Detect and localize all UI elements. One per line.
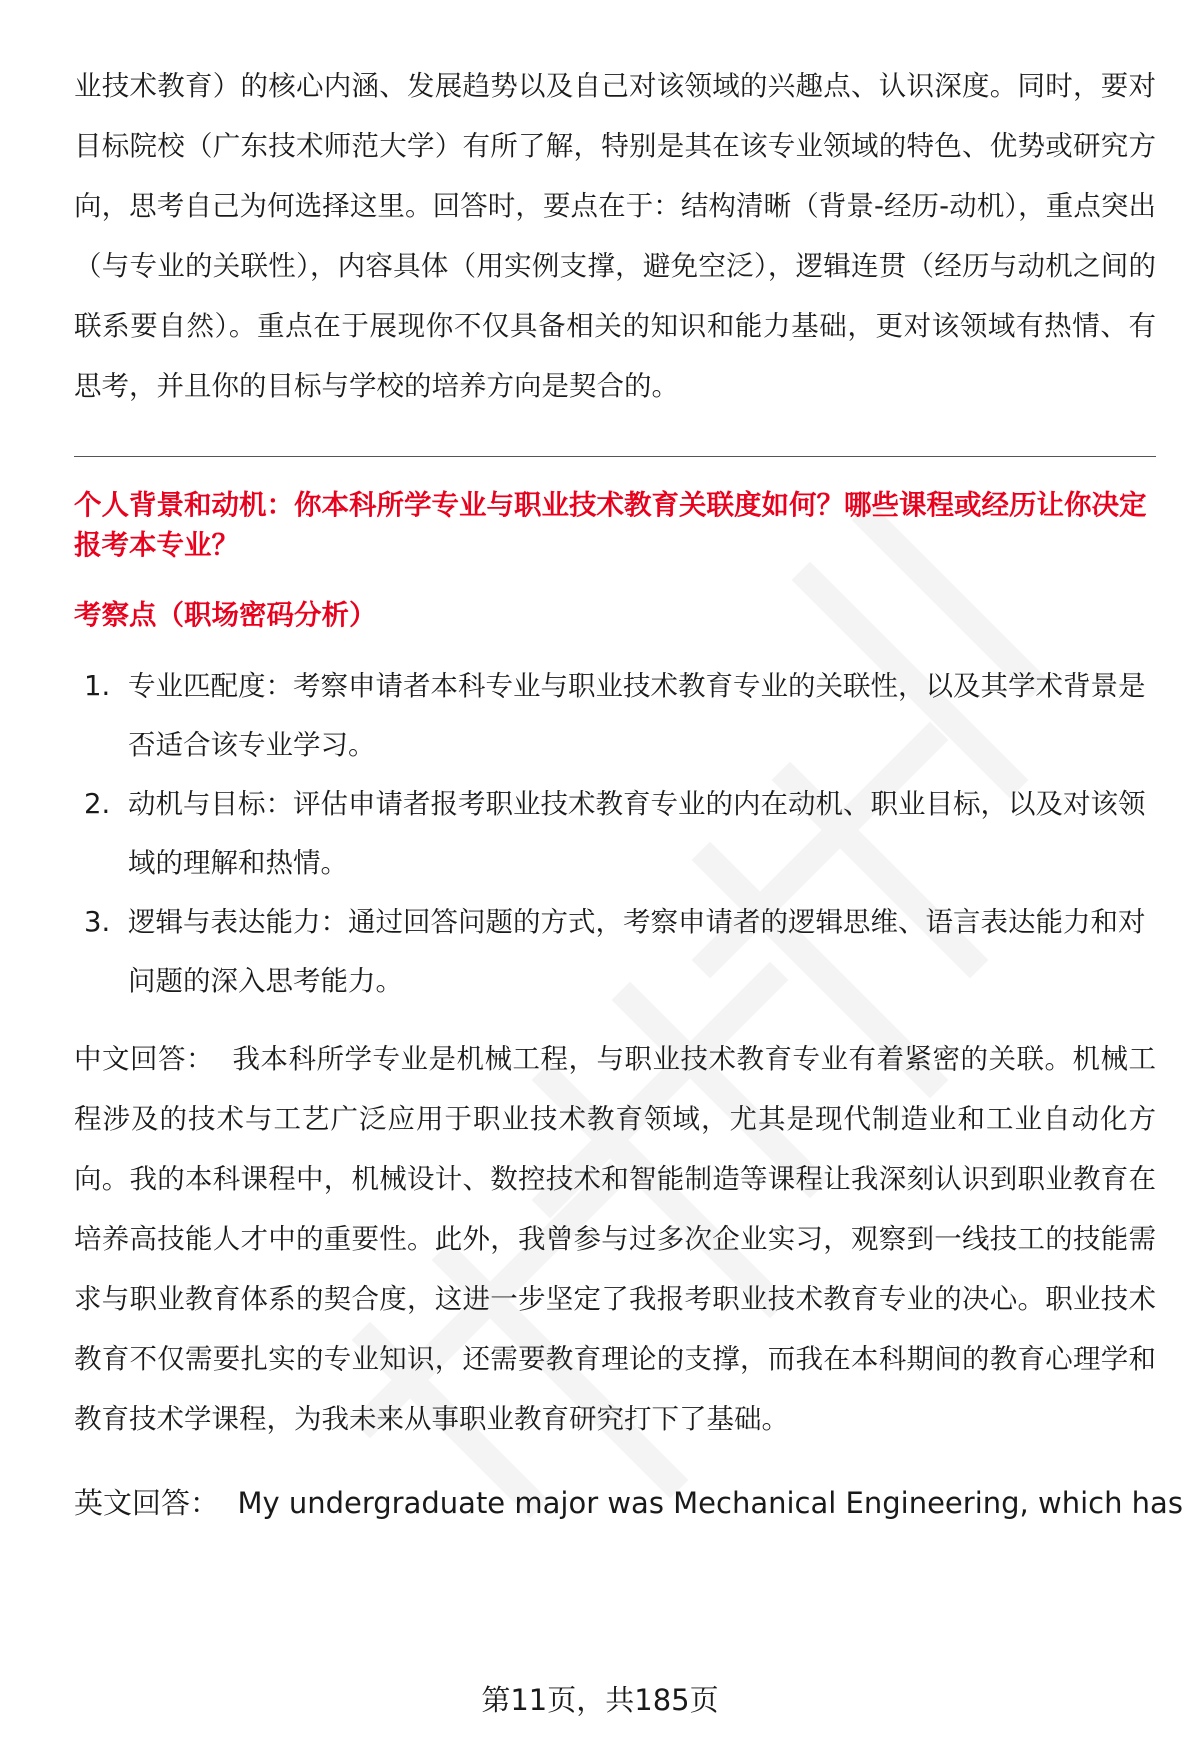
answer-chinese-label: 中文回答： xyxy=(74,1043,215,1075)
answer-english xyxy=(74,1473,1183,1533)
page-content xyxy=(74,56,1183,1533)
points-list xyxy=(74,657,1156,1011)
list-item-text: 逻辑与表达能力：通过回答问题的方式，考察申请者的逻辑思维、语言表达能力和对问题的深入思考能力。 xyxy=(128,906,1146,997)
page-number-footer: 第11页，共185页 xyxy=(481,1683,719,1717)
list-item-number: 2. xyxy=(84,788,111,820)
answer-chinese xyxy=(74,1029,1156,1449)
answer-english-label: 英文回答： xyxy=(74,1486,220,1520)
question-heading: 个人背景和动机：你本科所学专业与职业技术教育关联度如何？哪些课程或经历让你决定报考本专业？ xyxy=(74,489,1147,561)
answer-chinese-text: 我本科所学专业是机械工程，与职业技术教育专业有着紧密的关联。机械工程涉及的技术与工艺广泛应用于职业技术教育领域，尤其是现代制造业和工业自动化方向。我的本科课程中，机械设计、数控技术和智能制造等课程让我深刻认识到职业教育在培养高技能人才中的重要性。此外，我曾参与过多次企业实习，观察到一线技工的技能需求与职业教育体系的契合度，这进一步坚定了我报考职业技术教育专业的决心。职业技术教育不仅需要扎实的专业知识，还需要教育理论的支撑，而我在本科期间的教育心理学和教育技术学课程，为我未来从事职业教育研究打下了基础。 xyxy=(74,1043,1157,1435)
intro-paragraph: 业技术教育）的核心内涵、发展趋势以及自己对该领域的兴趣点、认识深度。同时，要对目标院校（广东技术师范大学）有所了解，特别是其在该专业领域的特色、优势或研究方向，思考自己为何选择这里。回答时，要点在于：结构清晰（背景-经历-动机），重点突出（与专业的关联性），内容具体（用实例支撑，避免空泛），逻辑连贯（经历与动机之间的联系要自然）。重点在于展现你不仅具备相关的知识和能力基础，更对该领域有热情、有思考，并且你的目标与学校的培养方向是契合的。 xyxy=(74,70,1156,402)
points-title: 考察点（职场密码分析） xyxy=(74,599,377,631)
list-item xyxy=(74,893,1156,1011)
list-item-text: 动机与目标：评估申请者报考职业技术教育专业的内在动机、职业目标，以及对该领域的理解和热情。 xyxy=(128,788,1146,879)
list-item-number: 3. xyxy=(84,906,111,938)
list-item xyxy=(74,775,1156,893)
section-divider xyxy=(74,456,1156,457)
list-item-number: 1. xyxy=(84,670,111,702)
list-item-text: 专业匹配度：考察申请者本科专业与职业技术教育专业的关联性，以及其学术背景是否适合该专业学习。 xyxy=(128,670,1146,761)
list-item xyxy=(74,657,1156,775)
answer-english-text: My undergraduate major was Mechanical Engineering, which has xyxy=(237,1486,1183,1520)
